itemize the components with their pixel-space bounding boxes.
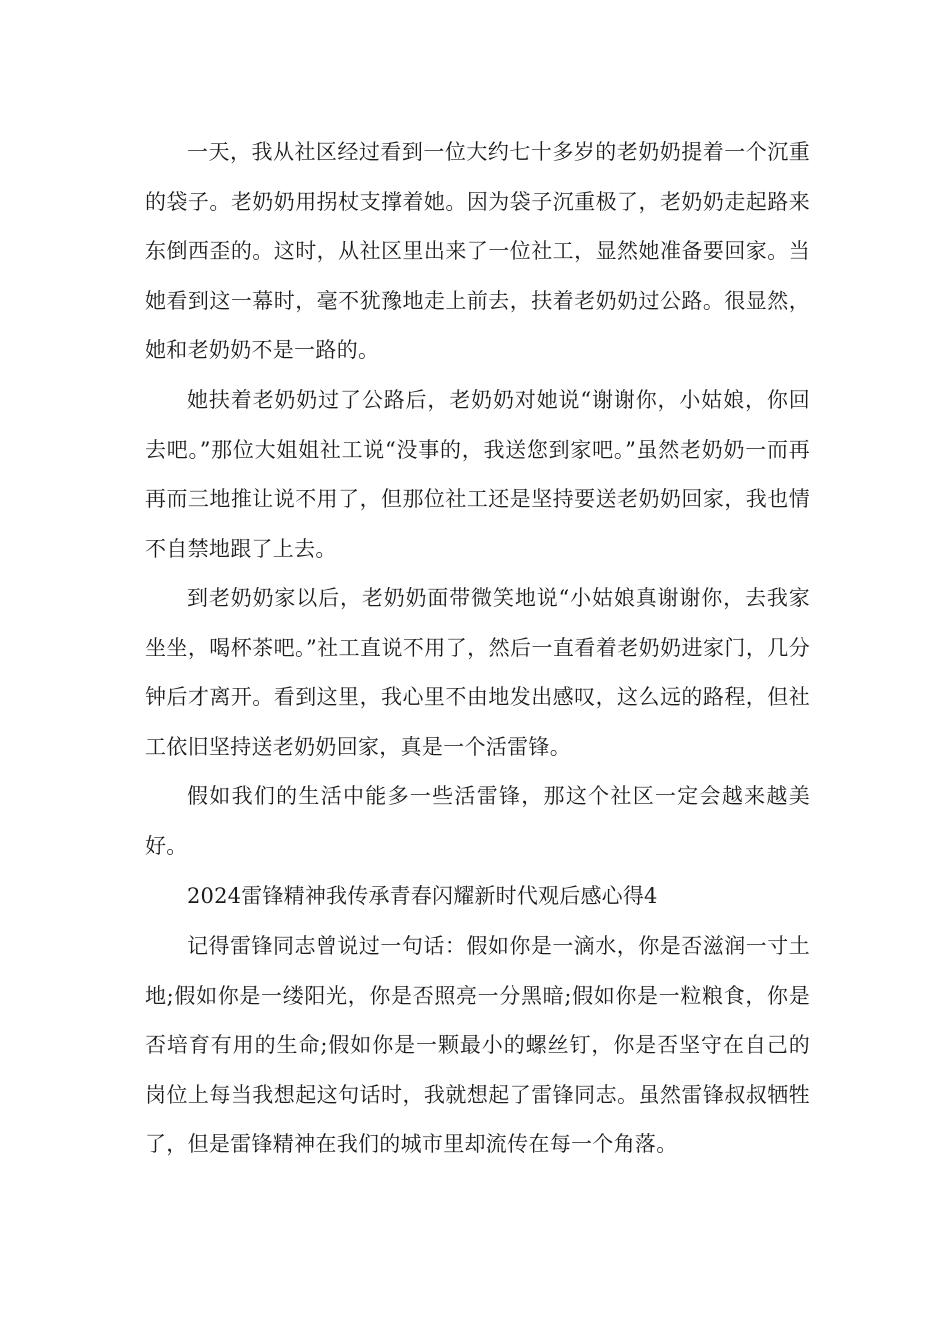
paragraph-2: 她扶着老奶奶过了公路后，老奶奶对她说“谢谢你，小姑娘，你回去吧。”那位大姐姐社工说“没事的，我送您到家吧。”虽然老奶奶一而再再而三地推让说不用了，但那位社工还是坚持要送老奶奶回家，我也情不自禁地跟了上去。 xyxy=(145,388,810,561)
section-heading: 2024雷锋精神我传承青春闪耀新时代观后感心得4 xyxy=(187,884,658,908)
paragraph-3: 到老奶奶家以后，老奶奶面带微笑地说“小姑娘真谢谢你，去我家坐坐，喝杯茶吧。”社工直说不用了，然后一直看着老奶奶进家门，几分钟后才离开。看到这里，我心里不由地发出感叹，这么远的路程，但社工依旧坚持送老奶奶回家，真是一个活雷锋。 xyxy=(145,586,810,759)
paragraph-4: 假如我们的生活中能多一些活雷锋，那这个社区一定会越来越美好。 xyxy=(145,784,810,858)
paragraph-1: 一天，我从社区经过看到一位大约七十多岁的老奶奶提着一个沉重的袋子。老奶奶用拐杖支撑着她。因为袋子沉重极了，老奶奶走起路来东倒西歪的。这时，从社区里出来了一位社工，显然她准备要回家。当她看到这一幕时，毫不犹豫地走上前去，扶着老奶奶过公路。很显然，她和老奶奶不是一路的。 xyxy=(145,140,810,362)
paragraph-5: 记得雷锋同志曾说过一句话：假如你是一滴水，你是否滋润一寸土地;假如你是一缕阳光，你是否照亮一分黑暗;假如你是一粒粮食，你是否培育有用的生命;假如你是一颗最小的螺丝钉，你是否坚守在自己的岗位上每当我想起这句话时，我就想起了雷锋同志。虽然雷锋叔叔牺牲了，但是雷锋精神在我们的城市里却流传在每一个角落。 xyxy=(145,934,810,1156)
